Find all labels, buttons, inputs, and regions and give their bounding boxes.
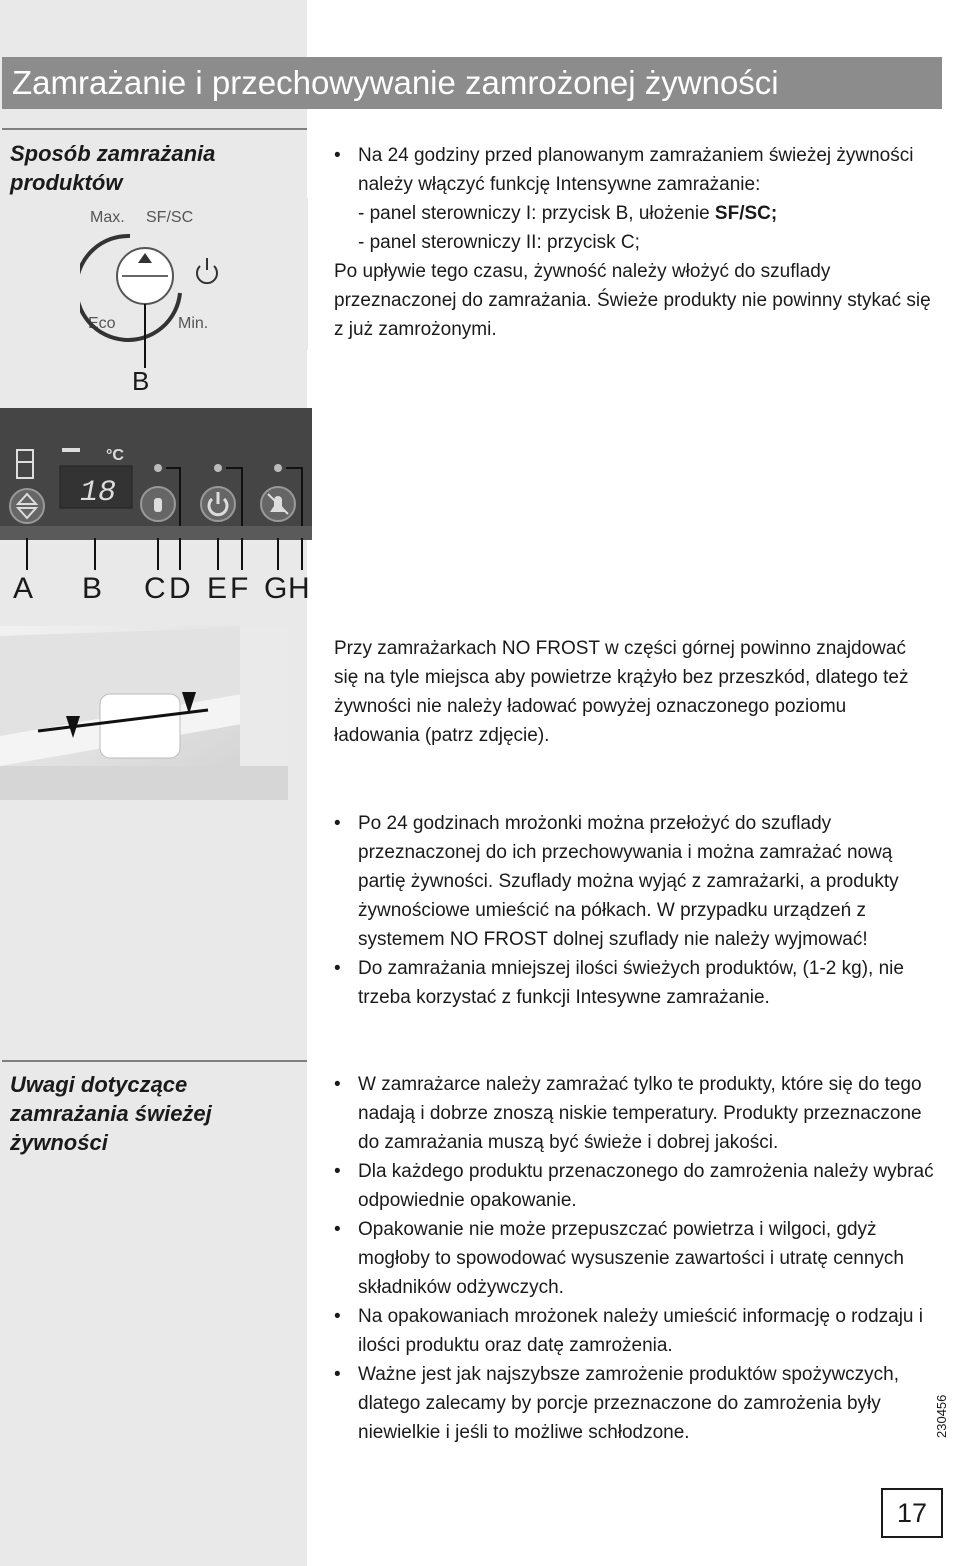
section-rule	[2, 1060, 307, 1062]
section1-text	[334, 141, 934, 344]
title-bar	[2, 57, 942, 109]
panel-label-d: D	[169, 572, 191, 605]
panel-label-c: C	[144, 572, 166, 605]
panel-label-h: H	[288, 572, 310, 605]
page-title: Zamrażanie i przechowywanie zamrożonej żywności	[12, 64, 779, 101]
list-item-dash: - panel sterowniczy I: przycisk B, ułożenie SF/SC;	[358, 203, 778, 224]
list-item: • W zamrażarce należy zamrażać tylko te produkty, które się do tego nadają i dobrze znoszą niskie temperatury. Produkty przeznaczone do zamrażania muszą być świeże i dobrej jakości.	[334, 1074, 922, 1153]
panel-label-g: G	[264, 572, 288, 605]
up-down-arrows-icon	[10, 489, 44, 523]
dial-label-max: Max.	[90, 209, 125, 226]
dial-label-sfsc: SF/SC	[146, 209, 194, 226]
unit-label: °C	[106, 447, 124, 464]
control-dial-illustration	[80, 198, 308, 350]
label-b-leader	[144, 348, 146, 368]
list-item: • Ważne jest jak najszybsze zamrożenie produktów spożywczych, dlatego zalecamy by porcje przeznaczone do zamrożenia były niewielkie i jeśli to możliwe schłodzone.	[334, 1364, 900, 1443]
dial-label-b: B	[132, 366, 150, 396]
temperature-display: 18	[80, 476, 117, 510]
panel-label-f: F	[230, 572, 249, 605]
list-item: • Na opakowaniach mrożonek należy umieścić informację o rodzaju i ilości produktu oraz datę zamrożenia.	[334, 1306, 923, 1356]
list-item: • Do zamrażania mniejszej ilości świeżych produktów, (1-2 kg), nie trzeba korzystać z funkcji Intesywne zamrażanie.	[334, 958, 904, 1008]
panel-label-e: E	[207, 572, 228, 605]
panel-leader-lines	[0, 538, 312, 572]
section1b-list	[334, 809, 934, 1012]
list-item: • Po 24 godzinach mrożonki można przełożyć do szuflady przeznaczonej do ich przechowywania i można zamrażać nową partię żywności. Szuflady można wyjąć z zamrażarki, a produkty żywnościowe umieścić na półkach. W przypadku urządzeń z systemem NO FROST dolnej szuflady nie należy wyjmować!	[334, 813, 899, 950]
power-button-icon	[201, 487, 235, 521]
top-margin	[307, 0, 960, 30]
list-item: • Dla każdego produktu przenaczonego do zamrożenia należy wybrać odpowiednie opakowanie.	[334, 1161, 934, 1211]
dial-label-min: Min.	[178, 315, 209, 332]
panel-label-b: B	[82, 572, 103, 605]
list-item: • Opakowanie nie może przepuszczać powietrza i wilgoci, gdyż mogłoby to spowodować wysuszenie zawartości i utratę cennych składników odżywczych.	[334, 1219, 904, 1298]
alarm-off-icon	[261, 487, 295, 521]
section-heading-freezing-method: Sposób zamrażania produktów	[10, 141, 216, 195]
list-item: • Na 24 godziny przed planowanym zamrażaniem świeżej żywności należy włączyć funkcję Intensywne zamrażanie:	[334, 145, 914, 195]
intensive-freeze-icon	[141, 487, 175, 521]
nofrost-paragraph: Przy zamrażarkach NO FROST w części górnej powinno znajdować się na tyle miejsca aby powietrze krążyło bez przeszkód, dlatego też żywności nie należy ładować powyżej oznaczonego poziomu ładowania (patrz zdjęcie).	[334, 638, 909, 746]
freezer-load-limit-photo	[0, 626, 288, 800]
document-id: 230456	[934, 1394, 949, 1438]
section-heading-freezing-notes: Uwagi dotyczące zamrażania świeżej żywności	[10, 1072, 212, 1155]
panel-label-a: A	[13, 572, 34, 605]
paragraph: Po upływie tego czasu, żywność należy włożyć do szuflady przeznaczonej do zamrażania. Świeże produkty nie powinny stykać się z już zamrożonymi.	[334, 261, 931, 340]
list-item-dash: - panel sterowniczy II: przycisk C;	[358, 232, 640, 253]
section-rule	[2, 128, 307, 130]
control-panel-illustration	[0, 408, 312, 540]
dial-label-eco: Eco	[88, 315, 116, 332]
page-number: 17	[881, 1488, 943, 1538]
section2-list	[334, 1070, 934, 1447]
